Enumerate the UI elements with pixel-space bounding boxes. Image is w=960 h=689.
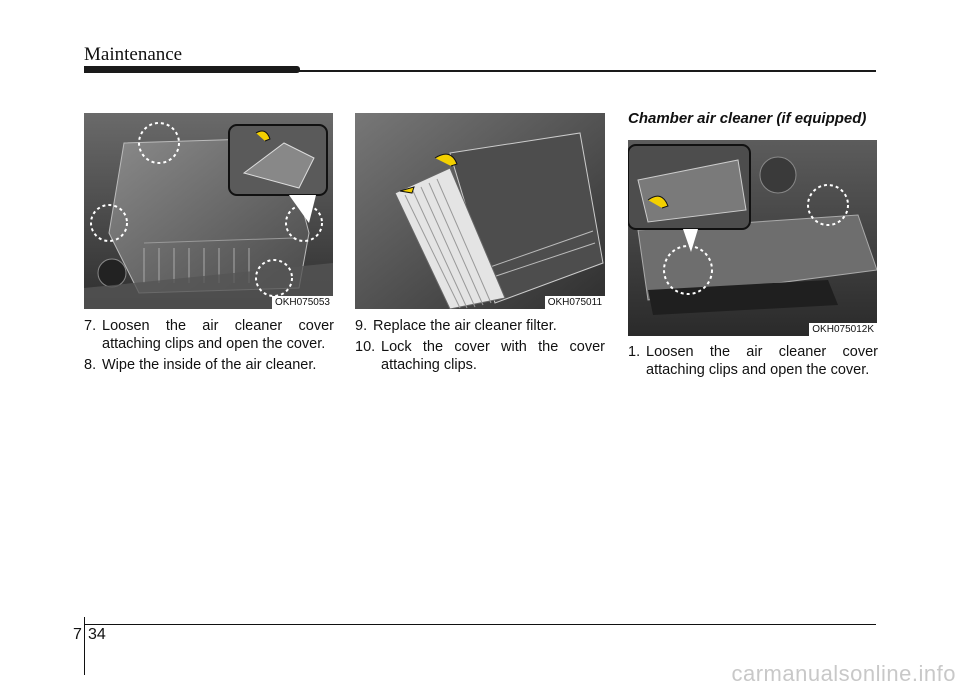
header-rule-accent (84, 66, 300, 73)
instructions-column-2 (355, 317, 605, 377)
figure-air-cleaner-filter (355, 113, 605, 309)
step-8 (84, 356, 334, 374)
page-number: 34 (88, 626, 106, 643)
instructions-column-3 (628, 343, 878, 382)
footer-divider-vertical (84, 617, 85, 675)
step-text: Loosen the air cleaner cover attaching clips and open the cover. (102, 318, 334, 352)
figure-code: OKH075053 (272, 296, 333, 309)
step-number: 10. (355, 339, 376, 355)
step-text: Loosen the air cleaner cover attaching clips and open the cover. (646, 344, 878, 378)
step-9 (355, 317, 605, 335)
step-number: 1. (628, 344, 641, 360)
step-number: 7. (84, 318, 97, 334)
step-10 (355, 338, 605, 374)
section-title: Maintenance (84, 44, 183, 65)
step-7 (84, 317, 334, 353)
air-cleaner-cover-illustration (84, 113, 333, 309)
figure-code: OKH075011 (545, 296, 605, 309)
section-heading: Chamber air cleaner (if equipped) (628, 110, 867, 127)
chamber-air-cleaner-illustration (628, 140, 877, 336)
chapter-number: 7 (73, 626, 82, 643)
step-number: 9. (355, 318, 368, 334)
step-text: Wipe the inside of the air cleaner. (102, 357, 317, 373)
air-cleaner-filter-illustration (355, 113, 605, 309)
step-text: Lock the cover with the cover attaching clips. (381, 339, 605, 373)
step-1 (628, 343, 878, 379)
figure-chamber-air-cleaner (628, 140, 877, 336)
figure-code: OKH075012K (809, 323, 877, 336)
step-text: Replace the air cleaner filter. (373, 318, 557, 334)
instructions-column-1 (84, 317, 334, 377)
footer-divider-horizontal (84, 624, 876, 625)
watermark: carmanualsonline.info (731, 661, 956, 686)
step-number: 8. (84, 357, 97, 373)
figure-air-cleaner-cover (84, 113, 333, 309)
